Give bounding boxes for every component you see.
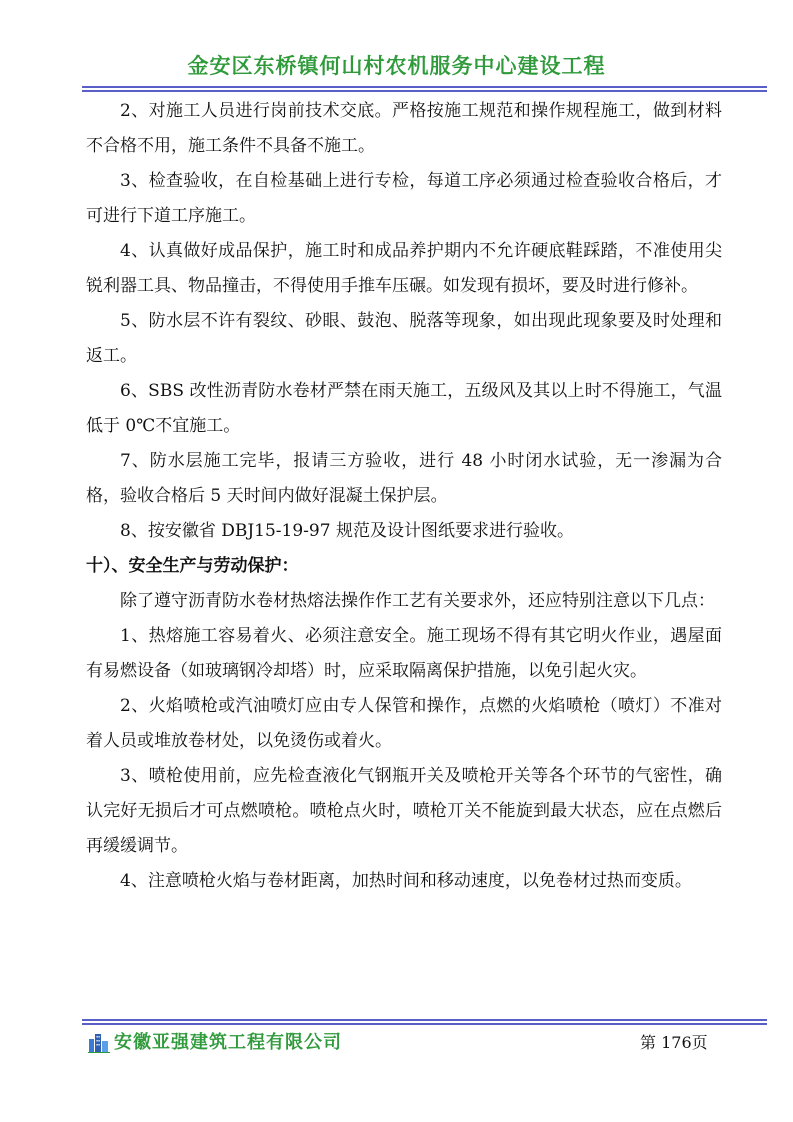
paragraph: 3、检查验收，在自检基础上进行专检，每道工序必须通过检查验收合格后，才可进行下道工序施工。 <box>86 171 722 226</box>
paragraph: 8、按安徽省 DBJ15-19-97 规范及设计图纸要求进行验收。 <box>120 521 574 541</box>
header-rule-bottom <box>82 90 767 92</box>
footer-rule-top <box>82 1019 767 1021</box>
paragraph: 7、防水层施工完毕，报请三方验收，进行 48 小时闭水试验，无一渗漏为合格，验收合格后 5 天时间内做好混凝土保护层。 <box>86 451 722 506</box>
paragraph: 5、防水层不许有裂纹、砂眼、鼓泡、脱落等现象，如出现此现象要及时处理和返工。 <box>86 311 722 366</box>
section-heading: 十）、安全生产与劳动保护： <box>86 556 299 576</box>
paragraph: 4、注意喷枪火焰与卷材距离，加热时间和移动速度，以免卷材过热而变质。 <box>120 871 692 891</box>
page-number: 第 176页 <box>640 1033 708 1052</box>
document-body <box>86 94 722 899</box>
header-rule-top <box>82 86 767 88</box>
header-title: 金安区东桥镇何山村农机服务中心建设工程 <box>187 54 606 78</box>
footer-rule-bottom <box>82 1023 767 1025</box>
paragraph: 2、对施工人员进行岗前技术交底。严格按施工规范和操作规程施工，做到材料不合格不用，施工条件不具备不施工。 <box>86 101 722 156</box>
paragraph: 3、喷枪使用前，应先检查液化气钢瓶开关及喷枪开关等各个环节的气密性，确认完好无损后才可点燃喷枪。喷枪点火时，喷枪丌关不能旋到最大状态，应在点燃后再缓缓调节。 <box>86 766 722 856</box>
building-logo-icon <box>88 1031 110 1053</box>
paragraph: 2、火焰喷枪或汽油喷灯应由专人保管和操作，点燃的火焰喷枪（喷灯）不准对着人员或堆放卷材处，以免烫伤或着火。 <box>86 696 722 751</box>
footer-company-name: 安徽亚强建筑工程有限公司 <box>114 1032 342 1053</box>
paragraph: 1、热熔施工容易着火、必须注意安全。施工现场不得有其它明火作业，遇屋面有易燃设备（如玻璃钢冷却塔）时，应采取隔离保护措施，以免引起火灾。 <box>86 626 722 681</box>
paragraph: 4、认真做好成品保护，施工时和成品养护期内不允许硬底鞋踩踏，不准使用尖锐利器工具、物品撞击，不得使用手推车压碾。如发现有损坏，要及时进行修补。 <box>86 241 722 296</box>
paragraph: 除了遵守沥青防水卷材热熔法操作作工艺有关要求外，还应特别注意以下几点： <box>120 591 715 611</box>
paragraph: 6、SBS 改性沥青防水卷材严禁在雨天施工，五级风及其以上时不得施工，气温低于 0℃不宜施工。 <box>86 381 722 436</box>
